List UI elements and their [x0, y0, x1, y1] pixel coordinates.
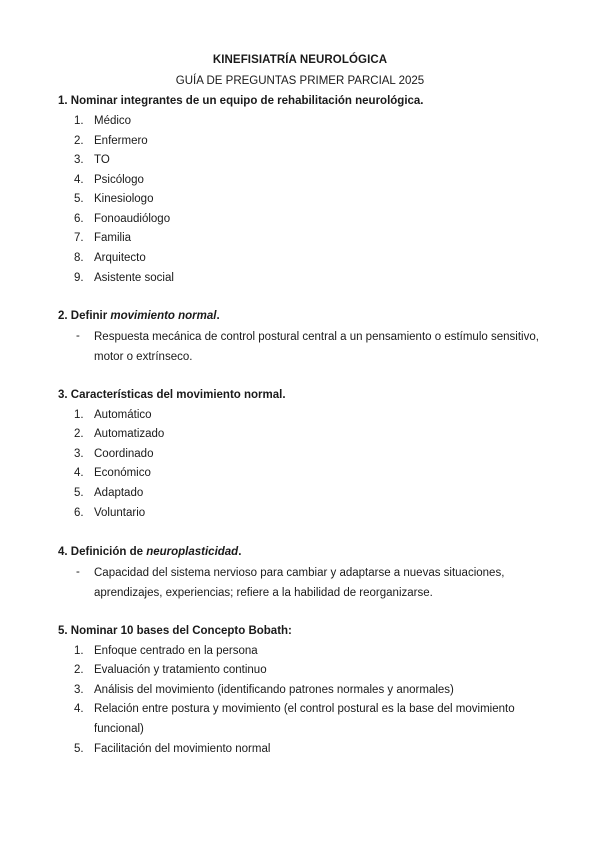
list-item: Automático [94, 409, 152, 421]
dash-bullet: - [76, 330, 80, 342]
question-1-heading: 1. Nominar integrantes de un equipo de rehabilitación neurológica. [58, 95, 424, 107]
list-item: Psicólogo [94, 174, 144, 186]
list-item: Asistente social [94, 272, 174, 284]
list-item-continuation: funcional) [94, 723, 144, 735]
emphasis-term: movimiento normal [110, 310, 217, 322]
list-item: Enfermero [94, 135, 148, 147]
list-item: Fonoaudiólogo [94, 213, 171, 225]
list-item: Enfoque centrado en la persona [94, 645, 258, 657]
document-subtitle: GUÍA DE PREGUNTAS PRIMER PARCIAL 2025 [175, 75, 425, 87]
list-item: Coordinado [94, 448, 154, 460]
list-item: Médico [94, 115, 132, 127]
document-title: KINEFISIATRÍA NEUROLÓGICA [212, 54, 388, 66]
list-item: Voluntario [94, 507, 146, 519]
list-item: Relación entre postura y movimiento (el control postural es la base del movimiento [94, 703, 515, 715]
list-item: Evaluación y tratamiento continuo [94, 664, 267, 676]
question-5-heading: 5. Nominar 10 bases del Concepto Bobath: [58, 625, 292, 637]
question-4-answer: Capacidad del sistema nervioso para cambiar y adaptarse a nuevas situaciones, aprendizajes, experiencias; refiere a la habilidad de reorganizarse. [94, 567, 505, 599]
dash-bullet: - [76, 566, 80, 578]
question-3-heading: 3. Características del movimiento normal. [58, 389, 286, 401]
emphasis-term: neuroplasticidad [146, 546, 239, 558]
list-item: Económico [94, 467, 151, 479]
list-item: Kinesiologo [94, 193, 154, 205]
list-item: TO [94, 154, 110, 166]
list-item: Adaptado [94, 487, 144, 499]
list-item: Familia [94, 232, 132, 244]
list-item: Automatizado [94, 428, 165, 440]
list-item: Análisis del movimiento (identificando patrones normales y anormales) [94, 684, 454, 696]
question-4-heading: 4. Definición de neuroplasticidad. [58, 546, 242, 558]
question-2-heading: 2. Definir movimiento normal. [58, 310, 220, 322]
list-item: Facilitación del movimiento normal [94, 743, 271, 755]
list-item: Arquitecto [94, 252, 146, 264]
question-2-answer: Respuesta mecánica de control postural central a un pensamiento o estímulo sensitivo, motor o extrínseco. [94, 331, 539, 363]
document-page: KINEFISIATRÍA NEUROLÓGICA GUÍA DE PREGUNTAS PRIMER PARCIAL 2025 1. Nominar integrantes de un equipo de rehabilitación neurológica. 1. Médico 2. Enfermero 3. TO 4. Psicólogo 5. Kinesiologo 6. Fonoaudiólogo 7. Familia 8. Arquitecto 9. Asistente social 2. Definir movimiento normal. - Respuesta mecánica de control postural central a un pensamiento o estímulo sensitivo, motor o extrínseco. 3. Características del movimiento normal. 1. Automático 2. Automatizado 3. Coordinado 4. Económico 5. Adaptado 6. Voluntario 4. Definición de neuroplasticidad. - Capacidad del sistema nervioso para cambiar y adaptarse a nuevas situaciones, aprendizajes, experiencias; refiere a la habilidad de reorganizarse. 5. Nominar 10 bases del Concepto Bobath: 1. Enfoque centrado en la persona 2. Evaluación y tratamiento continuo 3. Análisis del movimiento (identificando patrones normales y anormales) 4. Relación entre postura y movimiento (el control postural es la base del movimiento funcional) 5. Facilitación del movimiento normal [0, 0, 600, 848]
